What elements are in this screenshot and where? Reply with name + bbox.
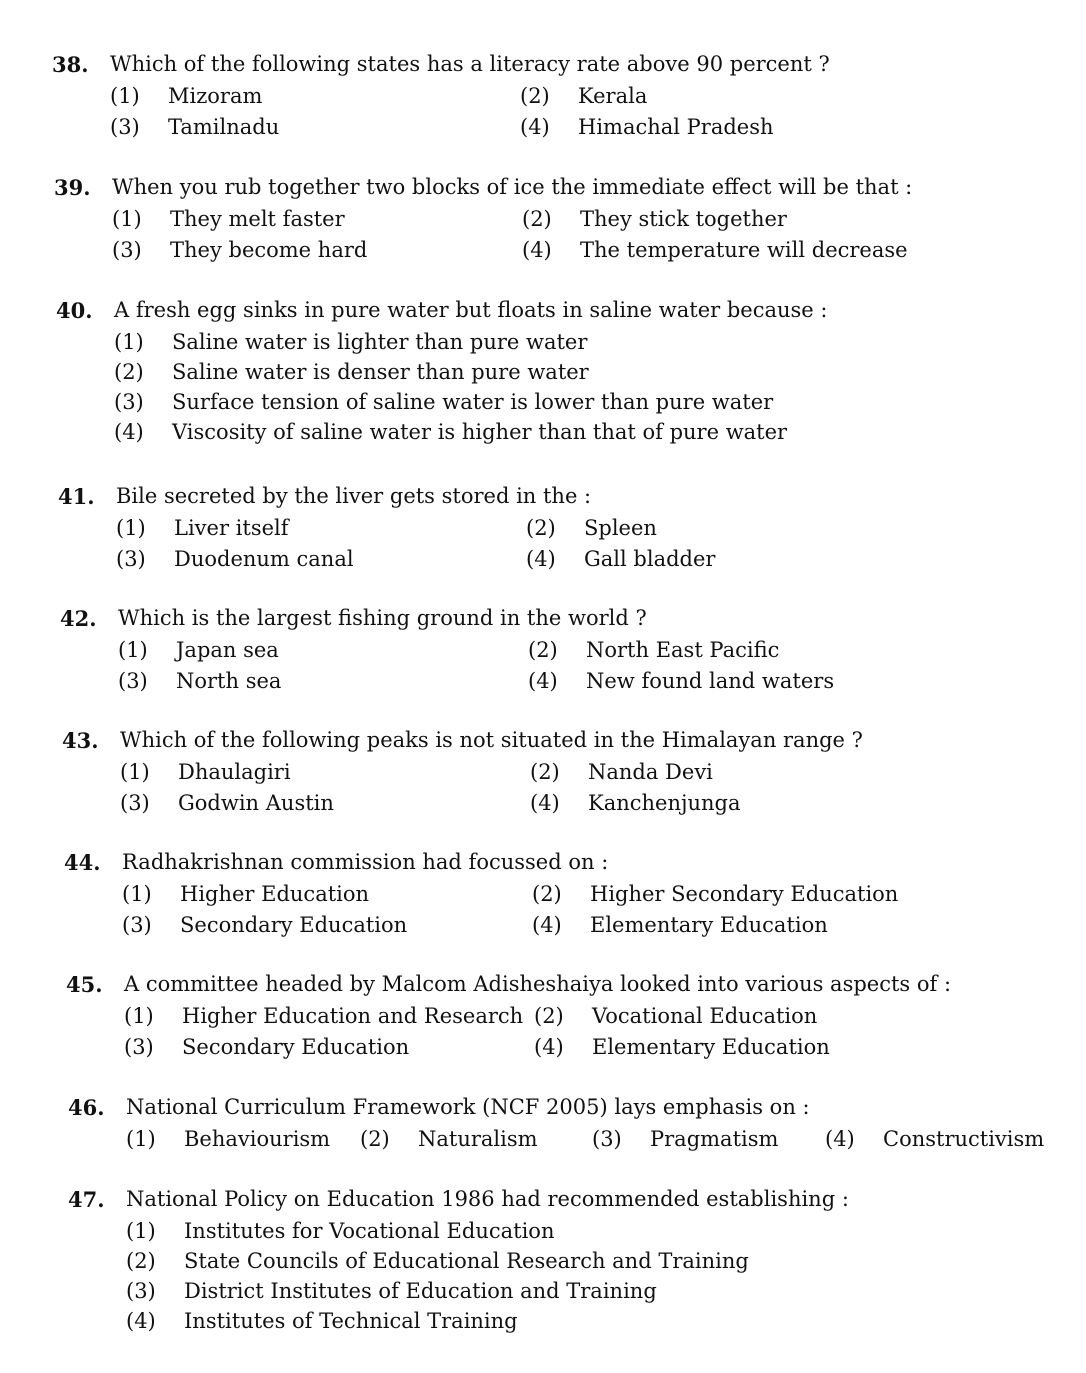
option-number: (1) bbox=[112, 207, 142, 231]
option-text: They stick together bbox=[580, 207, 787, 231]
option-text: Naturalism bbox=[418, 1127, 538, 1151]
option-text: Saline water is denser than pure water bbox=[172, 360, 589, 384]
question-number: 44. bbox=[64, 850, 101, 875]
option-text: Higher Education and Research bbox=[182, 1004, 524, 1028]
option-text: Spleen bbox=[584, 516, 657, 540]
option-text: Japan sea bbox=[176, 638, 279, 662]
option-text: Constructivism bbox=[883, 1127, 1045, 1151]
question-47 bbox=[68, 1187, 1046, 1333]
option-text: Elementary Education bbox=[592, 1035, 830, 1059]
question-42 bbox=[60, 606, 1046, 693]
question-text: National Policy on Education 1986 had recommended establishing : bbox=[126, 1187, 849, 1211]
option-text: Saline water is lighter than pure water bbox=[172, 330, 588, 354]
option-text: Godwin Austin bbox=[178, 791, 334, 815]
option-text: Duodenum canal bbox=[174, 547, 354, 571]
question-header bbox=[64, 850, 1046, 882]
question-46 bbox=[68, 1095, 1046, 1151]
option-text: Kanchenjunga bbox=[588, 791, 741, 815]
option-number: (3) bbox=[112, 238, 142, 262]
question-header bbox=[60, 606, 1046, 638]
question-header bbox=[66, 972, 1046, 1004]
option-text: Behaviourism bbox=[184, 1127, 331, 1151]
option-text: New found land waters bbox=[586, 669, 835, 693]
question-header bbox=[52, 52, 1046, 84]
option-text: North sea bbox=[176, 669, 282, 693]
question-text: Bile secreted by the liver gets stored in the : bbox=[116, 484, 592, 508]
option-text: Liver itself bbox=[174, 516, 289, 540]
option-number: (1) bbox=[122, 882, 152, 906]
option-text: Surface tension of saline water is lower than pure water bbox=[172, 390, 774, 414]
option-number: (3) bbox=[114, 390, 144, 414]
option-text: Nanda Devi bbox=[588, 760, 713, 784]
question-header bbox=[54, 175, 1046, 207]
question-41 bbox=[58, 484, 1046, 571]
option-text: Himachal Pradesh bbox=[578, 115, 774, 139]
option-number: (1) bbox=[114, 330, 144, 354]
option-number: (3) bbox=[110, 115, 140, 139]
option-text: The temperature will decrease bbox=[580, 238, 908, 262]
option-number: (4) bbox=[114, 420, 144, 444]
option-number: (4) bbox=[528, 669, 558, 693]
option-number: (1) bbox=[118, 638, 148, 662]
option-text: Institutes for Vocational Education bbox=[184, 1219, 555, 1243]
option-number: (3) bbox=[120, 791, 150, 815]
option-number: (1) bbox=[110, 84, 140, 108]
question-45 bbox=[66, 972, 1046, 1059]
option-number: (4) bbox=[522, 238, 552, 262]
question-text: Which is the largest fishing ground in the world ? bbox=[118, 606, 647, 630]
question-number: 43. bbox=[62, 728, 99, 753]
option-number: (4) bbox=[825, 1127, 855, 1151]
question-40 bbox=[56, 298, 1046, 444]
option-number: (2) bbox=[528, 638, 558, 662]
question-header bbox=[68, 1095, 1046, 1127]
option-number: (2) bbox=[520, 84, 550, 108]
option-number: (4) bbox=[520, 115, 550, 139]
question-text: When you rub together two blocks of ice the immediate effect will be that : bbox=[112, 175, 913, 199]
question-number: 47. bbox=[68, 1187, 105, 1212]
option-text: Higher Secondary Education bbox=[590, 882, 899, 906]
question-number: 40. bbox=[56, 298, 93, 323]
option-text: Viscosity of saline water is higher than that of pure water bbox=[172, 420, 788, 444]
option-text: District Institutes of Education and Training bbox=[184, 1279, 657, 1303]
question-number: 42. bbox=[60, 606, 97, 631]
question-header bbox=[68, 1187, 1046, 1219]
option-text: Pragmatism bbox=[650, 1127, 779, 1151]
option-text: They melt faster bbox=[170, 207, 345, 231]
question-number: 38. bbox=[52, 52, 89, 77]
question-text: A fresh egg sinks in pure water but floats in saline water because : bbox=[114, 298, 828, 322]
question-39 bbox=[54, 175, 1046, 262]
option-number: (2) bbox=[126, 1249, 156, 1273]
option-text: Higher Education bbox=[180, 882, 370, 906]
question-44 bbox=[64, 850, 1046, 937]
question-header bbox=[62, 728, 1046, 760]
option-text: Mizoram bbox=[168, 84, 263, 108]
question-text: Which of the following states has a literacy rate above 90 percent ? bbox=[110, 52, 830, 76]
option-number: (2) bbox=[526, 516, 556, 540]
option-number: (4) bbox=[526, 547, 556, 571]
option-number: (3) bbox=[118, 669, 148, 693]
option-text: They become hard bbox=[170, 238, 368, 262]
option-text: Secondary Education bbox=[180, 913, 408, 937]
option-number: (2) bbox=[114, 360, 144, 384]
option-number: (4) bbox=[126, 1309, 156, 1333]
question-text: Which of the following peaks is not situated in the Himalayan range ? bbox=[120, 728, 863, 752]
option-text: Institutes of Technical Training bbox=[184, 1309, 518, 1333]
option-number: (1) bbox=[126, 1127, 156, 1151]
question-43 bbox=[62, 728, 1046, 815]
option-number: (4) bbox=[532, 913, 562, 937]
question-header bbox=[58, 484, 1046, 516]
question-number: 41. bbox=[58, 484, 95, 509]
option-text: Gall bladder bbox=[584, 547, 716, 571]
question-header bbox=[56, 298, 1046, 330]
question-text: A committee headed by Malcom Adisheshaiya looked into various aspects of : bbox=[124, 972, 952, 996]
option-number: (4) bbox=[530, 791, 560, 815]
option-text: Tamilnadu bbox=[168, 115, 280, 139]
question-number: 46. bbox=[68, 1095, 105, 1120]
option-text: North East Pacific bbox=[586, 638, 780, 662]
option-number: (3) bbox=[126, 1279, 156, 1303]
question-text: Radhakrishnan commission had focussed on : bbox=[122, 850, 609, 874]
option-number: (2) bbox=[522, 207, 552, 231]
option-number: (3) bbox=[116, 547, 146, 571]
option-number: (3) bbox=[124, 1035, 154, 1059]
option-text: State Councils of Educational Research and Training bbox=[184, 1249, 749, 1273]
option-number: (1) bbox=[126, 1219, 156, 1243]
option-number: (2) bbox=[530, 760, 560, 784]
option-number: (1) bbox=[116, 516, 146, 540]
option-text: Secondary Education bbox=[182, 1035, 410, 1059]
option-text: Dhaulagiri bbox=[178, 760, 291, 784]
option-number: (3) bbox=[592, 1127, 622, 1151]
option-number: (4) bbox=[534, 1035, 564, 1059]
question-text: National Curriculum Framework (NCF 2005) lays emphasis on : bbox=[126, 1095, 810, 1119]
option-text: Elementary Education bbox=[590, 913, 828, 937]
option-text: Vocational Education bbox=[592, 1004, 818, 1028]
option-text: Kerala bbox=[578, 84, 648, 108]
option-number: (1) bbox=[124, 1004, 154, 1028]
question-38 bbox=[52, 52, 1046, 139]
question-number: 45. bbox=[66, 972, 103, 997]
option-number: (3) bbox=[122, 913, 152, 937]
question-number: 39. bbox=[54, 175, 91, 200]
option-number: (2) bbox=[532, 882, 562, 906]
option-number: (1) bbox=[120, 760, 150, 784]
option-number: (2) bbox=[360, 1127, 390, 1151]
option-number: (2) bbox=[534, 1004, 564, 1028]
